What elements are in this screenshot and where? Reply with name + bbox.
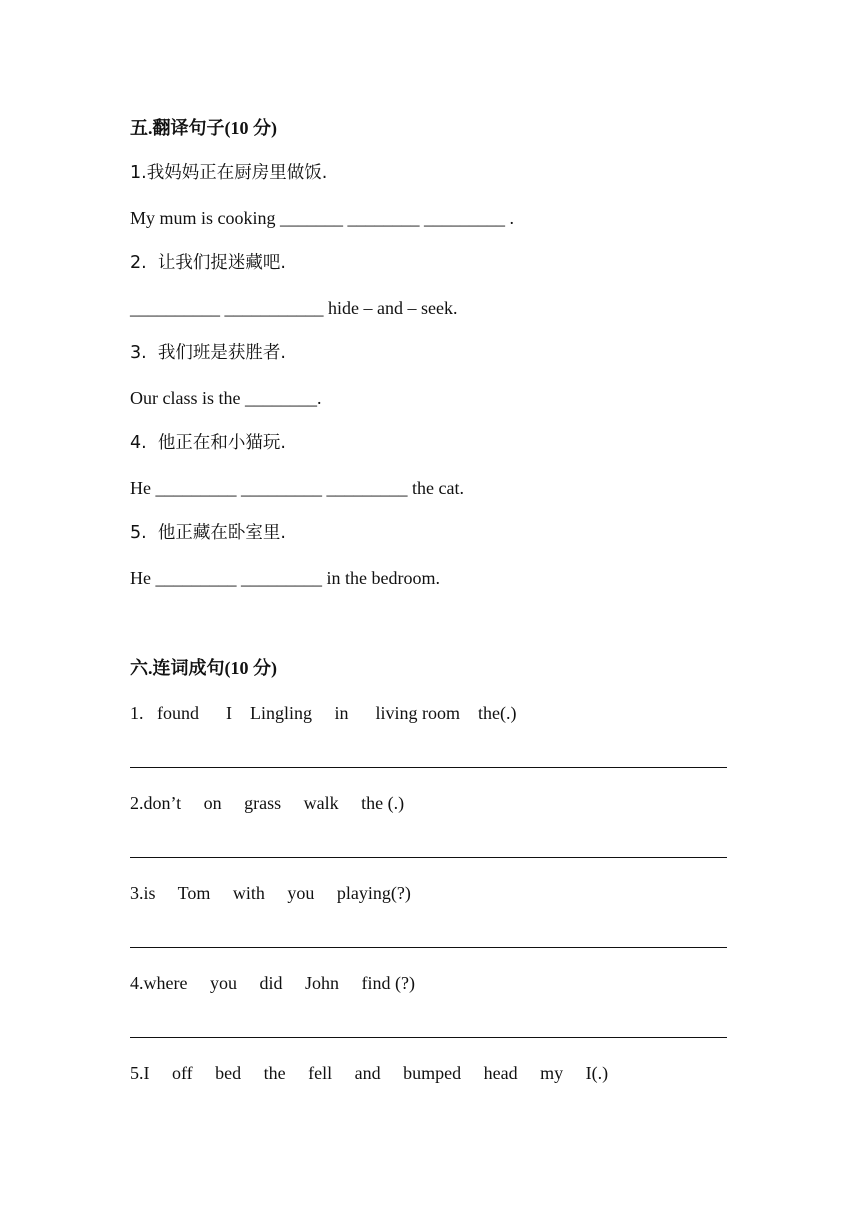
section-5-item-4-english: He _________ _________ _________ the cat. [130,478,464,498]
answer-line-4 [130,1037,727,1038]
section-5-item-1-english: My mum is cooking _______ ________ _________ . [130,208,515,228]
section-6-item-2: 2.don’t on grass walk the (.) [130,793,405,813]
section-5-item-2-english: __________ ___________ hide – and – seek. [130,298,458,318]
section-5-item-5-chinese: 5. 他正藏在卧室里. [130,523,286,543]
section-6-heading: 六.连词成句(10 分) [130,658,277,678]
section-5-item-3-chinese: 3. 我们班是获胜者. [130,343,286,363]
section-5-item-5-english: He _________ _________ in the bedroom. [130,568,440,588]
section-5-item-2-chinese: 2. 让我们捉迷藏吧. [130,253,286,273]
answer-line-2 [130,857,727,858]
answer-line-1 [130,767,727,768]
section-5-item-4-chinese: 4. 他正在和小猫玩. [130,433,286,453]
section-5-item-3-english: Our class is the ________. [130,388,322,408]
section-6-item-1: 1. found I Lingling in living room the(.) [130,703,517,723]
answer-line-3 [130,947,727,948]
section-6-item-4: 4.where you did John find (?) [130,973,415,993]
section-6-item-5: 5.I off bed the fell and bumped head my I(.) [130,1063,609,1083]
section-5-item-1-chinese: 1.我妈妈正在厨房里做饭. [130,163,328,183]
section-6-item-3: 3.is Tom with you playing(?) [130,883,411,903]
section-5-heading: 五.翻译句子(10 分) [130,118,277,138]
